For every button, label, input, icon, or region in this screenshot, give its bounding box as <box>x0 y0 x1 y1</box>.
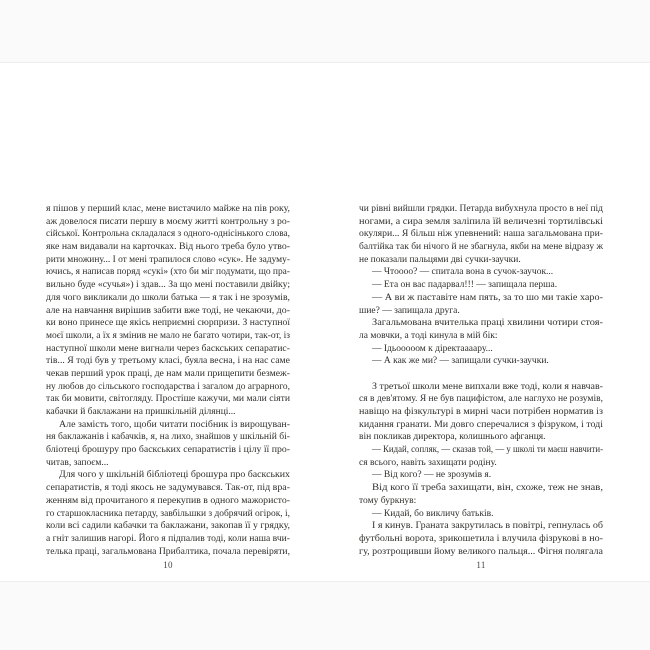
text-line: Загальмована вчителька праці хвилини чотири стоя- <box>372 318 603 329</box>
text-line: женням від прочитаного я перекупив в одного мажористо- <box>46 495 290 506</box>
text-line: З третьої школи мене випхали вже тоді, коли я навчав- <box>372 381 603 392</box>
text-line: го старшокласника петарду, завбільшки з добрячий огірок, і, <box>46 508 291 519</box>
page-number-left: 10 <box>163 560 173 570</box>
text-line: наступної школи мене вигнали через баскських сепаратис- <box>46 343 290 354</box>
text-line: бліотеці брошуру про баскських сепаратистів і цілу її про- <box>46 445 291 456</box>
text-line: — Від кого? — не зрозумів я. <box>372 470 492 481</box>
text-line: Але замість того, щоби читати посібник із вирощуван- <box>59 419 291 430</box>
text-line: коли всі садили кабачки та баклажани, закопав її у грядку, <box>46 521 291 532</box>
text-line: ки воно принесе ще якісь неприємні сюрпризи. З наступної <box>46 318 291 329</box>
text-line: вильно буде «сучья») і здав... За що мені поставили двійку; <box>46 280 291 291</box>
text-line: — Ідьооооом к діректаааару... <box>372 343 493 354</box>
text-line: — Кидай, бо викличу батьків. <box>372 508 494 519</box>
text-line: футбольні ворота, зрикошетила і влучила фізрукові в но- <box>359 533 603 544</box>
text-line: тів... Я тоді був у третьому класі, буяла весна, і на нас саме <box>46 356 290 367</box>
text-line: навіщо на фізкультурі в мирні часи потрібен норматив із <box>359 407 603 417</box>
page-number-right: 11 <box>476 560 486 570</box>
text-line: а гніт залишив нагорі. Його я підпалив тоді, коли наша вчи- <box>46 533 290 544</box>
text-line: — Чтоооо? — спитала вона в сучок-заучок... <box>372 267 554 278</box>
text-line: кабачки й баклажани на пришкільній ділянці... <box>46 407 236 417</box>
text-line: ну любов до сільського господарства і загалом до аграрного, <box>46 381 290 392</box>
text-line: — Ета он вас падарвал!!! — запищала перша. <box>372 280 558 291</box>
text-line: моєї школи, а їх я змінив не мало не багато чотири, так-от, із <box>46 330 290 341</box>
blank-line <box>359 368 603 381</box>
text-line: Від кого її треба захищати, він, схоже, теж не знав, <box>372 483 604 494</box>
text-line: ся в дев'ятому. Я не був пацифістом, але наглухо не розумів, <box>359 394 604 405</box>
right-page-text <box>359 203 603 558</box>
text-line: для чого викликали до школи батька — я так і не зрозумів, <box>46 292 291 303</box>
text-line: балтійка так би нічого й не збагнула, якби на мене відразу ж <box>359 242 604 253</box>
text-line: ня баклажанів і кабачків, я, на лихо, знайшов у шкільній бі- <box>46 432 290 443</box>
text-line: тому буркнув: <box>359 495 417 506</box>
left-page-text <box>46 203 290 558</box>
text-line: телька праці, загальмована Прибалтика, почала перевіряти, <box>46 546 291 557</box>
text-line: І я кинув. Граната закрутилась в повітрі, гепнулась об <box>372 521 604 532</box>
text-line: ла мовчки, а тоді кинула в мій бік: <box>359 330 498 341</box>
text-line: чекав перший урок праці, де нам мали прищепити безмеж- <box>46 368 290 379</box>
page-area <box>0 62 650 582</box>
text-line: так би мовити, світогляду. Простіше кажучи, ми мали сіяти <box>46 394 290 405</box>
text-line: кидання гранати. Ми довго сперечалися з фізруком, і тоді <box>359 419 603 430</box>
text-line: читав, запоєм... <box>46 457 109 468</box>
text-line: він покликав директора, колишнього афганця. <box>359 432 546 443</box>
text-line: сепаратистів, я тоді якось не задумувався. Так-от, під вра- <box>46 483 290 494</box>
text-line: яке нам видавали на карточках. Від нього треба було утво- <box>46 242 290 253</box>
text-line: аж довелося писати першу в моєму житті контрольну з ро- <box>46 216 290 227</box>
text-line: — Кидай, сопляк, — сказав той, — у школі ти маєш навчити- <box>372 445 604 456</box>
text-line: рити множину... І от мені трапилося слово «сук». Не задуму- <box>46 254 290 265</box>
text-line: ногами, а сира земля заліпила їй величезні тортилівські <box>359 216 604 227</box>
text-line: — А как же ми? — запищали сучки-заучки. <box>372 356 549 367</box>
text-line: сійської. Контрольна складалася з одного-однісінького слова, <box>46 229 291 240</box>
text-line: чи рівні вийшли грядки. Петарда вибухнула просто в неї під <box>359 204 604 214</box>
text-line: ючись, я написав поряд «сукі» (хто би міг подумати, що пра- <box>46 267 290 278</box>
text-line: шие? — запищала друга. <box>359 305 460 316</box>
text-line: Для чого у шкільній бібліотеці брошура про баскських <box>59 470 291 481</box>
text-line: ся всього, навіть захищати родіну. <box>359 457 497 468</box>
text-line: але на навчання вирішив забити вже тоді, не чекаючи, до- <box>46 305 290 316</box>
text-line: гу, розтрощивши йому великого пальця... Фігня полягала <box>359 546 604 557</box>
text-line: окуляри... Я більш ніж упевнений: наша загальмована при- <box>359 229 604 240</box>
text-line: — А ви ж паставіте нам пять, за то шо ми такіе харо- <box>372 292 603 303</box>
text-line: я пішов у перший клас, мене вистачило майже на пів року, <box>46 204 290 214</box>
text-line: не показали пальцями дві сучки-заучки. <box>359 254 521 265</box>
